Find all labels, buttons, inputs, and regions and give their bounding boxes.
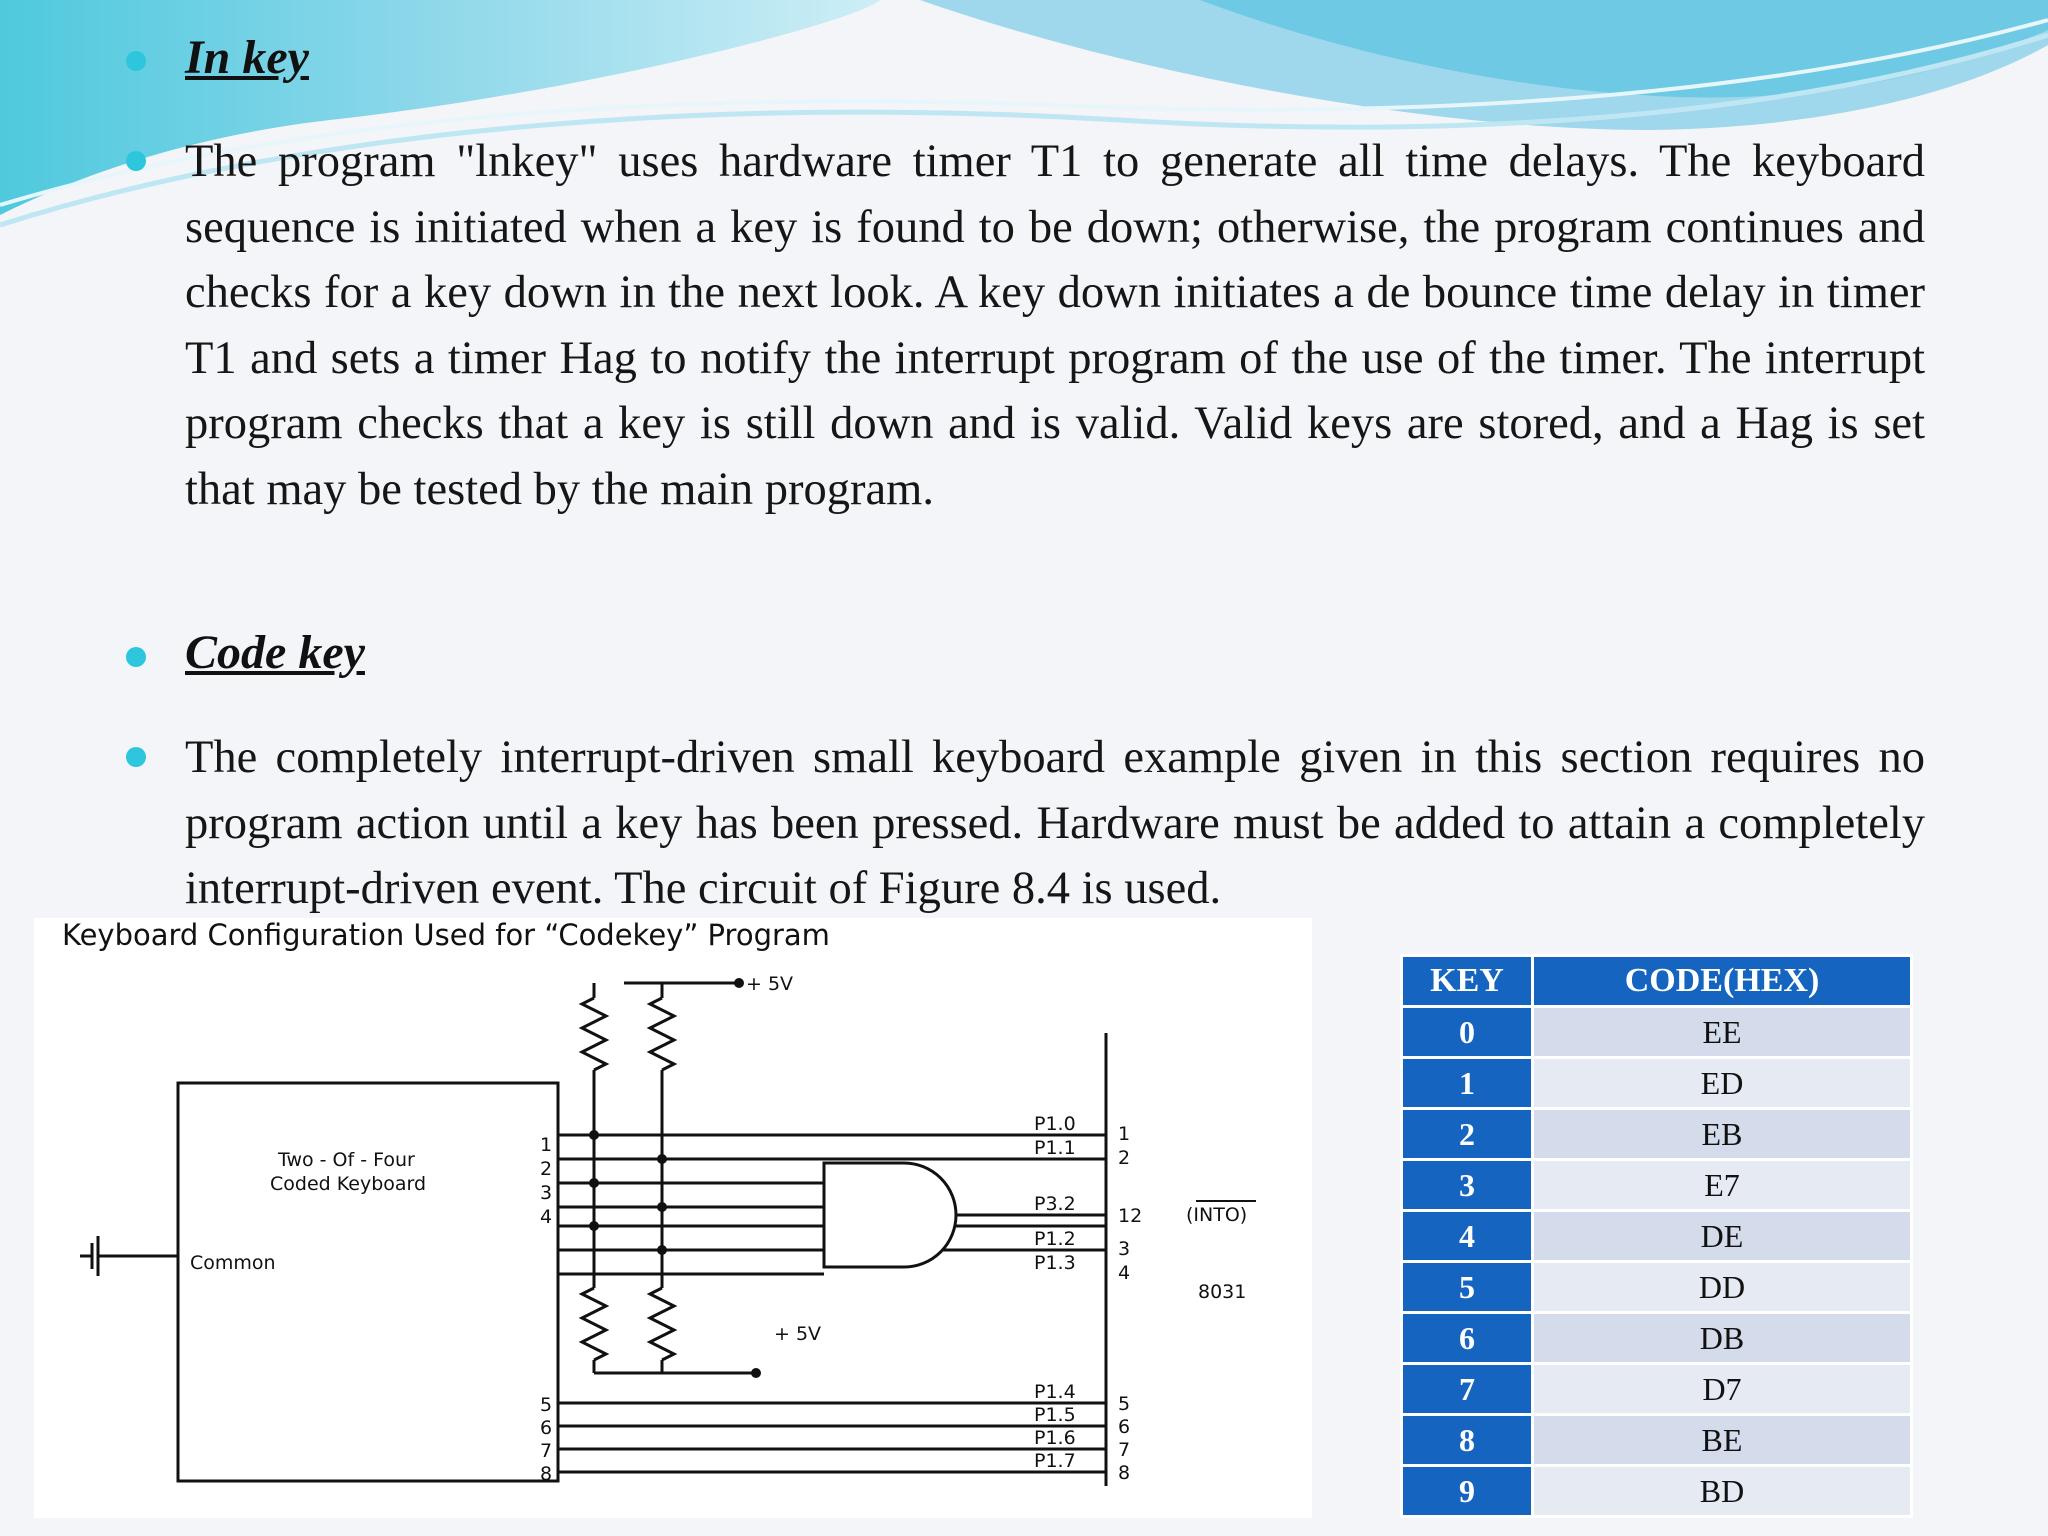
heading-code-key: Code key [185, 626, 365, 679]
bullet-icon [126, 151, 146, 171]
table-row [1402, 1058, 1912, 1109]
circuit-diagram [34, 918, 1312, 1518]
chip-pin: 2 [1118, 1147, 1131, 1169]
key-cell: 7 [1402, 1364, 1533, 1415]
table-row [1402, 1007, 1912, 1058]
table-row [1402, 1466, 1912, 1517]
keyboard-pin: 3 [540, 1182, 553, 1204]
keyboard-pin: 4 [540, 1206, 553, 1228]
key-cell: 2 [1402, 1109, 1533, 1160]
port-label: P1.0 [1034, 1113, 1076, 1135]
port-label: P1.1 [1034, 1137, 1076, 1159]
keyboard-pin: 7 [540, 1440, 553, 1462]
chip-pin: 7 [1118, 1439, 1131, 1461]
keyboard-pin: 6 [540, 1417, 553, 1439]
key-cell: 9 [1402, 1466, 1533, 1517]
key-cell: 4 [1402, 1211, 1533, 1262]
chip-label: 8031 [1198, 1281, 1247, 1303]
paragraph-in-key: The program "lnkey" uses hardware timer T1 to generate all time delays. The keyboard sequence is initiated when a key is found to be down; otherwise, the program continues and checks for a key down in the next look. A key down initiates a de bounce time delay in timer T1 and sets a timer Hag to notify the interrupt program of the use of the timer. The interrupt program checks that a key is still down and is valid. Valid keys are stored, and a Hag is set that may be tested by the main program. [185, 136, 1925, 515]
chip-pin: 12 [1118, 1205, 1143, 1227]
bullet-icon [126, 747, 146, 767]
key-cell: 1 [1402, 1058, 1533, 1109]
key-cell: 3 [1402, 1160, 1533, 1211]
bullet-icon [126, 51, 146, 71]
keyboard-pin: 1 [540, 1134, 553, 1156]
code-cell: D7 [1533, 1364, 1912, 1415]
table-row [1402, 1211, 1912, 1262]
key-cell: 5 [1402, 1262, 1533, 1313]
key-cell: 8 [1402, 1415, 1533, 1466]
code-cell: DD [1533, 1262, 1912, 1313]
chip-pin: 8 [1118, 1462, 1131, 1484]
chip-pin: 3 [1118, 1238, 1131, 1260]
port-label: P1.7 [1034, 1450, 1076, 1472]
table-row [1402, 1160, 1912, 1211]
table-row [1402, 1415, 1912, 1466]
code-cell: DB [1533, 1313, 1912, 1364]
keyboard-circuit-figure [34, 918, 1312, 1518]
port-label: P1.3 [1034, 1252, 1076, 1274]
key-cell: 0 [1402, 1007, 1533, 1058]
supply-bottom-label: + 5V [774, 1323, 822, 1345]
key-code-table [1400, 954, 1913, 1518]
keyboard-pin: 8 [540, 1463, 553, 1485]
code-column-header: CODE(HEX) [1533, 956, 1912, 1007]
chip-pin: 6 [1118, 1416, 1131, 1438]
port-label: P1.4 [1034, 1381, 1076, 1403]
port-label: P3.2 [1034, 1193, 1076, 1215]
code-cell: E7 [1533, 1160, 1912, 1211]
key-cell: 6 [1402, 1313, 1533, 1364]
port-label: P1.2 [1034, 1228, 1076, 1250]
table-header-row [1402, 956, 1912, 1007]
code-cell: DE [1533, 1211, 1912, 1262]
port-label: P1.6 [1034, 1427, 1076, 1449]
paragraph-code-key: The completely interrupt-driven small keyboard example given in this section requires no program action until a key has been pressed. Hardware must be added to attain a completely interrupt-driven event. The circuit of Figure 8.4 is used. [185, 732, 1925, 914]
table-row [1402, 1364, 1912, 1415]
keyboard-pin: 5 [540, 1394, 553, 1416]
heading-in-key: In key [185, 31, 309, 84]
keyboard-label-1: Two - Of - Four [278, 1149, 415, 1171]
code-cell: ED [1533, 1058, 1912, 1109]
table-row [1402, 1262, 1912, 1313]
key-column-header: KEY [1402, 956, 1533, 1007]
bullet-icon [126, 647, 146, 667]
table-row [1402, 1109, 1912, 1160]
code-cell: EB [1533, 1109, 1912, 1160]
table-row [1402, 1313, 1912, 1364]
common-label: Common [190, 1252, 276, 1274]
code-cell: BE [1533, 1415, 1912, 1466]
figure-title: Keyboard Configuration Used for “Codekey” Program [62, 918, 830, 952]
keyboard-box [178, 1083, 558, 1481]
chip-pin: 1 [1118, 1123, 1131, 1145]
chip-pin: 4 [1118, 1262, 1131, 1284]
code-cell: BD [1533, 1466, 1912, 1517]
int0-label: (INTO) [1186, 1204, 1248, 1226]
code-cell: EE [1533, 1007, 1912, 1058]
keyboard-pin: 2 [540, 1158, 553, 1180]
keyboard-label-2: Coded Keyboard [270, 1173, 427, 1195]
port-label: P1.5 [1034, 1404, 1076, 1426]
chip-pin: 5 [1118, 1393, 1131, 1415]
supply-top-label: + 5V [746, 973, 794, 995]
